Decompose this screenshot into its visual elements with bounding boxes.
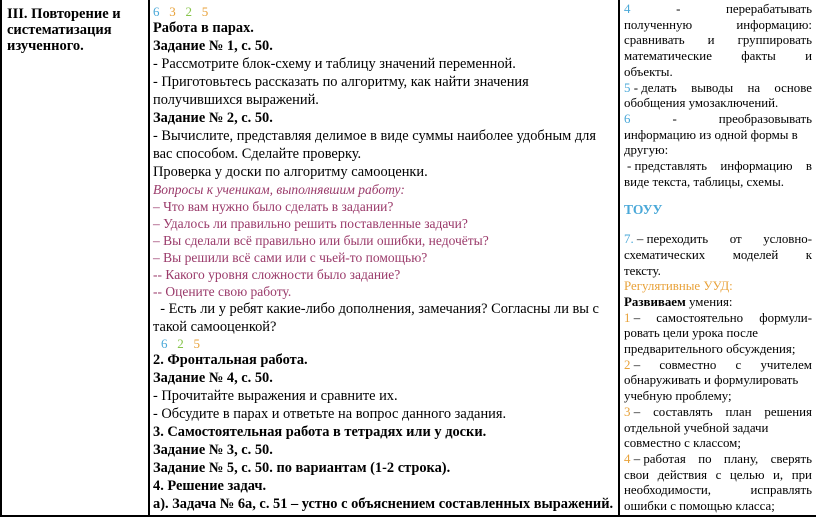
question-item: -- Оцените свою работу. (153, 284, 292, 299)
skills-cell (619, 0, 816, 516)
question-item: – Вы сделали всё правильно или были ошибки, недочёты? (153, 233, 489, 248)
skill-6-line: информацию из одной формы в другую: (624, 127, 798, 158)
word: схематических (624, 247, 706, 262)
word: - (672, 111, 677, 126)
skill-num: 6 (624, 111, 631, 126)
reg-skill-2-line (624, 358, 812, 374)
question-item: – Что вам нужно было сделать в задании? (153, 199, 394, 214)
word: информацию: (736, 17, 812, 32)
word: при (791, 467, 812, 482)
develop-bold: Развиваем (624, 294, 686, 309)
questions-title: Вопросы к ученикам, выполнявшим работу: (153, 182, 405, 197)
question-item: – Удалось ли правильно решить поставленные задачи? (153, 216, 468, 231)
skill-num: 6 (153, 4, 160, 19)
word: моделей (732, 247, 779, 262)
table-row (1, 0, 816, 516)
word: полученную (624, 17, 693, 32)
regulative-title: Регулятивные УУД: (624, 279, 733, 294)
skill-4-line: объекты. (624, 64, 673, 79)
word: – (633, 404, 641, 419)
activity-cell (149, 0, 619, 516)
word: свои (624, 467, 650, 482)
skill-num: 2 (624, 357, 631, 372)
reg-skill-1-line (624, 311, 812, 327)
skill-num: 1 (624, 310, 631, 325)
word: - (676, 2, 681, 16)
skill-5-line (624, 81, 812, 97)
skill-num: 2 (177, 336, 184, 351)
reg-skill-1-line: ровать цели урока после предварительного обсуждения; (624, 326, 796, 357)
word: сравнивать (624, 33, 685, 48)
task-1-item: - Приготовьтесь рассказать по алгоритму, как найти значения получившихся выражений. (153, 74, 529, 108)
skill-num: 2 (185, 4, 192, 19)
word: учителем (760, 357, 812, 372)
task-3-title: Задание № 3, с. 50. (153, 442, 273, 458)
word: составлять (653, 404, 713, 419)
reg-skill-4-line (624, 468, 812, 484)
word: на (747, 80, 761, 95)
skill-num: 5 (193, 336, 200, 351)
pair-work-title: Работа в парах. (153, 20, 254, 36)
word: – работая (633, 451, 686, 466)
word: - делать (633, 80, 677, 95)
skill-6-line (624, 112, 812, 128)
skill-4-line (624, 2, 812, 18)
word: сверять (770, 451, 812, 466)
task-2-title: Задание № 2, с. 50. (153, 110, 273, 126)
word: преобразовывать (718, 111, 812, 126)
skill-num: 4 (624, 451, 631, 466)
skill-num: 4 (624, 2, 631, 16)
skill-4-line (624, 33, 812, 49)
task-5-title: Задание № 5, с. 50. по вариантам (1-2 строка). (153, 460, 451, 476)
word: и (805, 49, 812, 64)
task-2-item: - Вычислите, представляя делимое в виде суммы наиболее удобным для вас способом. Сделайте проверку. (153, 128, 596, 162)
word: математические (624, 49, 712, 64)
reg-skill-4-line (624, 483, 812, 499)
skill-6-line: виде текста, таблицы, схемы. (624, 174, 784, 189)
task-1-title: Задание № 1, с. 50. (153, 38, 273, 54)
word: от (729, 232, 742, 247)
independent-work-title: 3. Самостоятельная работа в тетрадях или у доски. (153, 424, 487, 440)
word: выводы (691, 80, 734, 95)
skill-4-line (624, 49, 812, 65)
reg-skill-3-line (624, 405, 812, 421)
word: и, (773, 467, 784, 482)
skill-num: 7. (624, 232, 634, 247)
skill-7-line: тексту. (624, 263, 661, 278)
skill-6-line (624, 159, 812, 175)
task-2-check: Проверка у доски по алгоритму самооценки. (153, 164, 428, 180)
word: с (735, 357, 742, 372)
skill-numbers-top (153, 4, 614, 19)
word: условно- (763, 232, 812, 247)
reg-skill-3-line: отдельной учебной задачи совместно с классом; (624, 420, 769, 451)
additions-question: - Есть ли у ребят какие-либо дополнения, замечания? Согласны ли вы с такой самооценкой? (153, 301, 603, 335)
word: по (698, 451, 712, 466)
task-4-item: - Обсудите в парах и ответьте на вопрос данного задания. (153, 406, 507, 422)
skill-num: 3 (169, 4, 176, 19)
word: совместно (659, 357, 717, 372)
word: решения (764, 404, 812, 419)
task-4-item: - Прочитайте выражения и сравните их. (153, 388, 398, 404)
word: – переходить (636, 232, 709, 247)
reg-skill-4-line (624, 452, 812, 468)
skill-num: 5 (201, 4, 209, 19)
word: группировать (737, 33, 812, 48)
word: плану, (723, 451, 759, 466)
skill-num: 5 (624, 80, 631, 95)
word: факты (741, 49, 776, 64)
word: информацию (720, 159, 793, 174)
word: – (633, 310, 641, 325)
word: действия (657, 467, 708, 482)
task-4-title: Задание № 4, с. 50. (153, 370, 273, 386)
word: целью (729, 467, 765, 482)
word: с (715, 467, 722, 482)
skill-7-line (624, 248, 812, 264)
develop-rest: умения: (685, 294, 733, 309)
reg-skill-4-line: ошибки с помощью класса; (624, 499, 775, 514)
tou-title: ТОУУ (624, 202, 663, 218)
skill-7-line (624, 232, 812, 248)
word: к (805, 247, 812, 262)
word: – (633, 357, 641, 372)
stage-title: III. Повторение и систематизация изученного. (7, 6, 121, 54)
word: план (725, 404, 752, 419)
skill-numbers-mid (153, 336, 614, 351)
word: самостоятельно (656, 310, 744, 325)
reg-skill-2-line: обнаруживать и формулировать учебную проблему; (624, 373, 799, 404)
frontal-work-title: 2. Фронтальная работа. (153, 352, 308, 368)
problems-title: 4. Решение задач. (153, 478, 267, 494)
stage-cell (1, 0, 149, 516)
word: формули- (759, 310, 812, 325)
question-item: -- Какого уровня сложности было задание? (153, 267, 401, 282)
word: в (805, 159, 812, 174)
word: и (707, 33, 715, 48)
word: - представлять (627, 159, 707, 174)
question-item: – Вы решили всё сами или с чьей-то помощью? (153, 250, 428, 265)
task-6a-title: а). Задача № 6а, с. 51 – устно с объяснением составленных выражений. (153, 496, 614, 512)
skill-5-line: обобщения умозаключений. (624, 96, 779, 111)
skill-num: 6 (161, 336, 168, 351)
word: основе (774, 80, 812, 95)
skill-4-line (624, 18, 812, 34)
develop-line (624, 295, 812, 311)
word: перерабатывать (725, 2, 812, 16)
task-1-item: - Рассмотрите блок-схему и таблицу значений переменной. (153, 56, 516, 72)
word: исправлять (750, 483, 812, 498)
skill-num: 3 (624, 404, 631, 419)
word: необходимости, (624, 483, 712, 498)
